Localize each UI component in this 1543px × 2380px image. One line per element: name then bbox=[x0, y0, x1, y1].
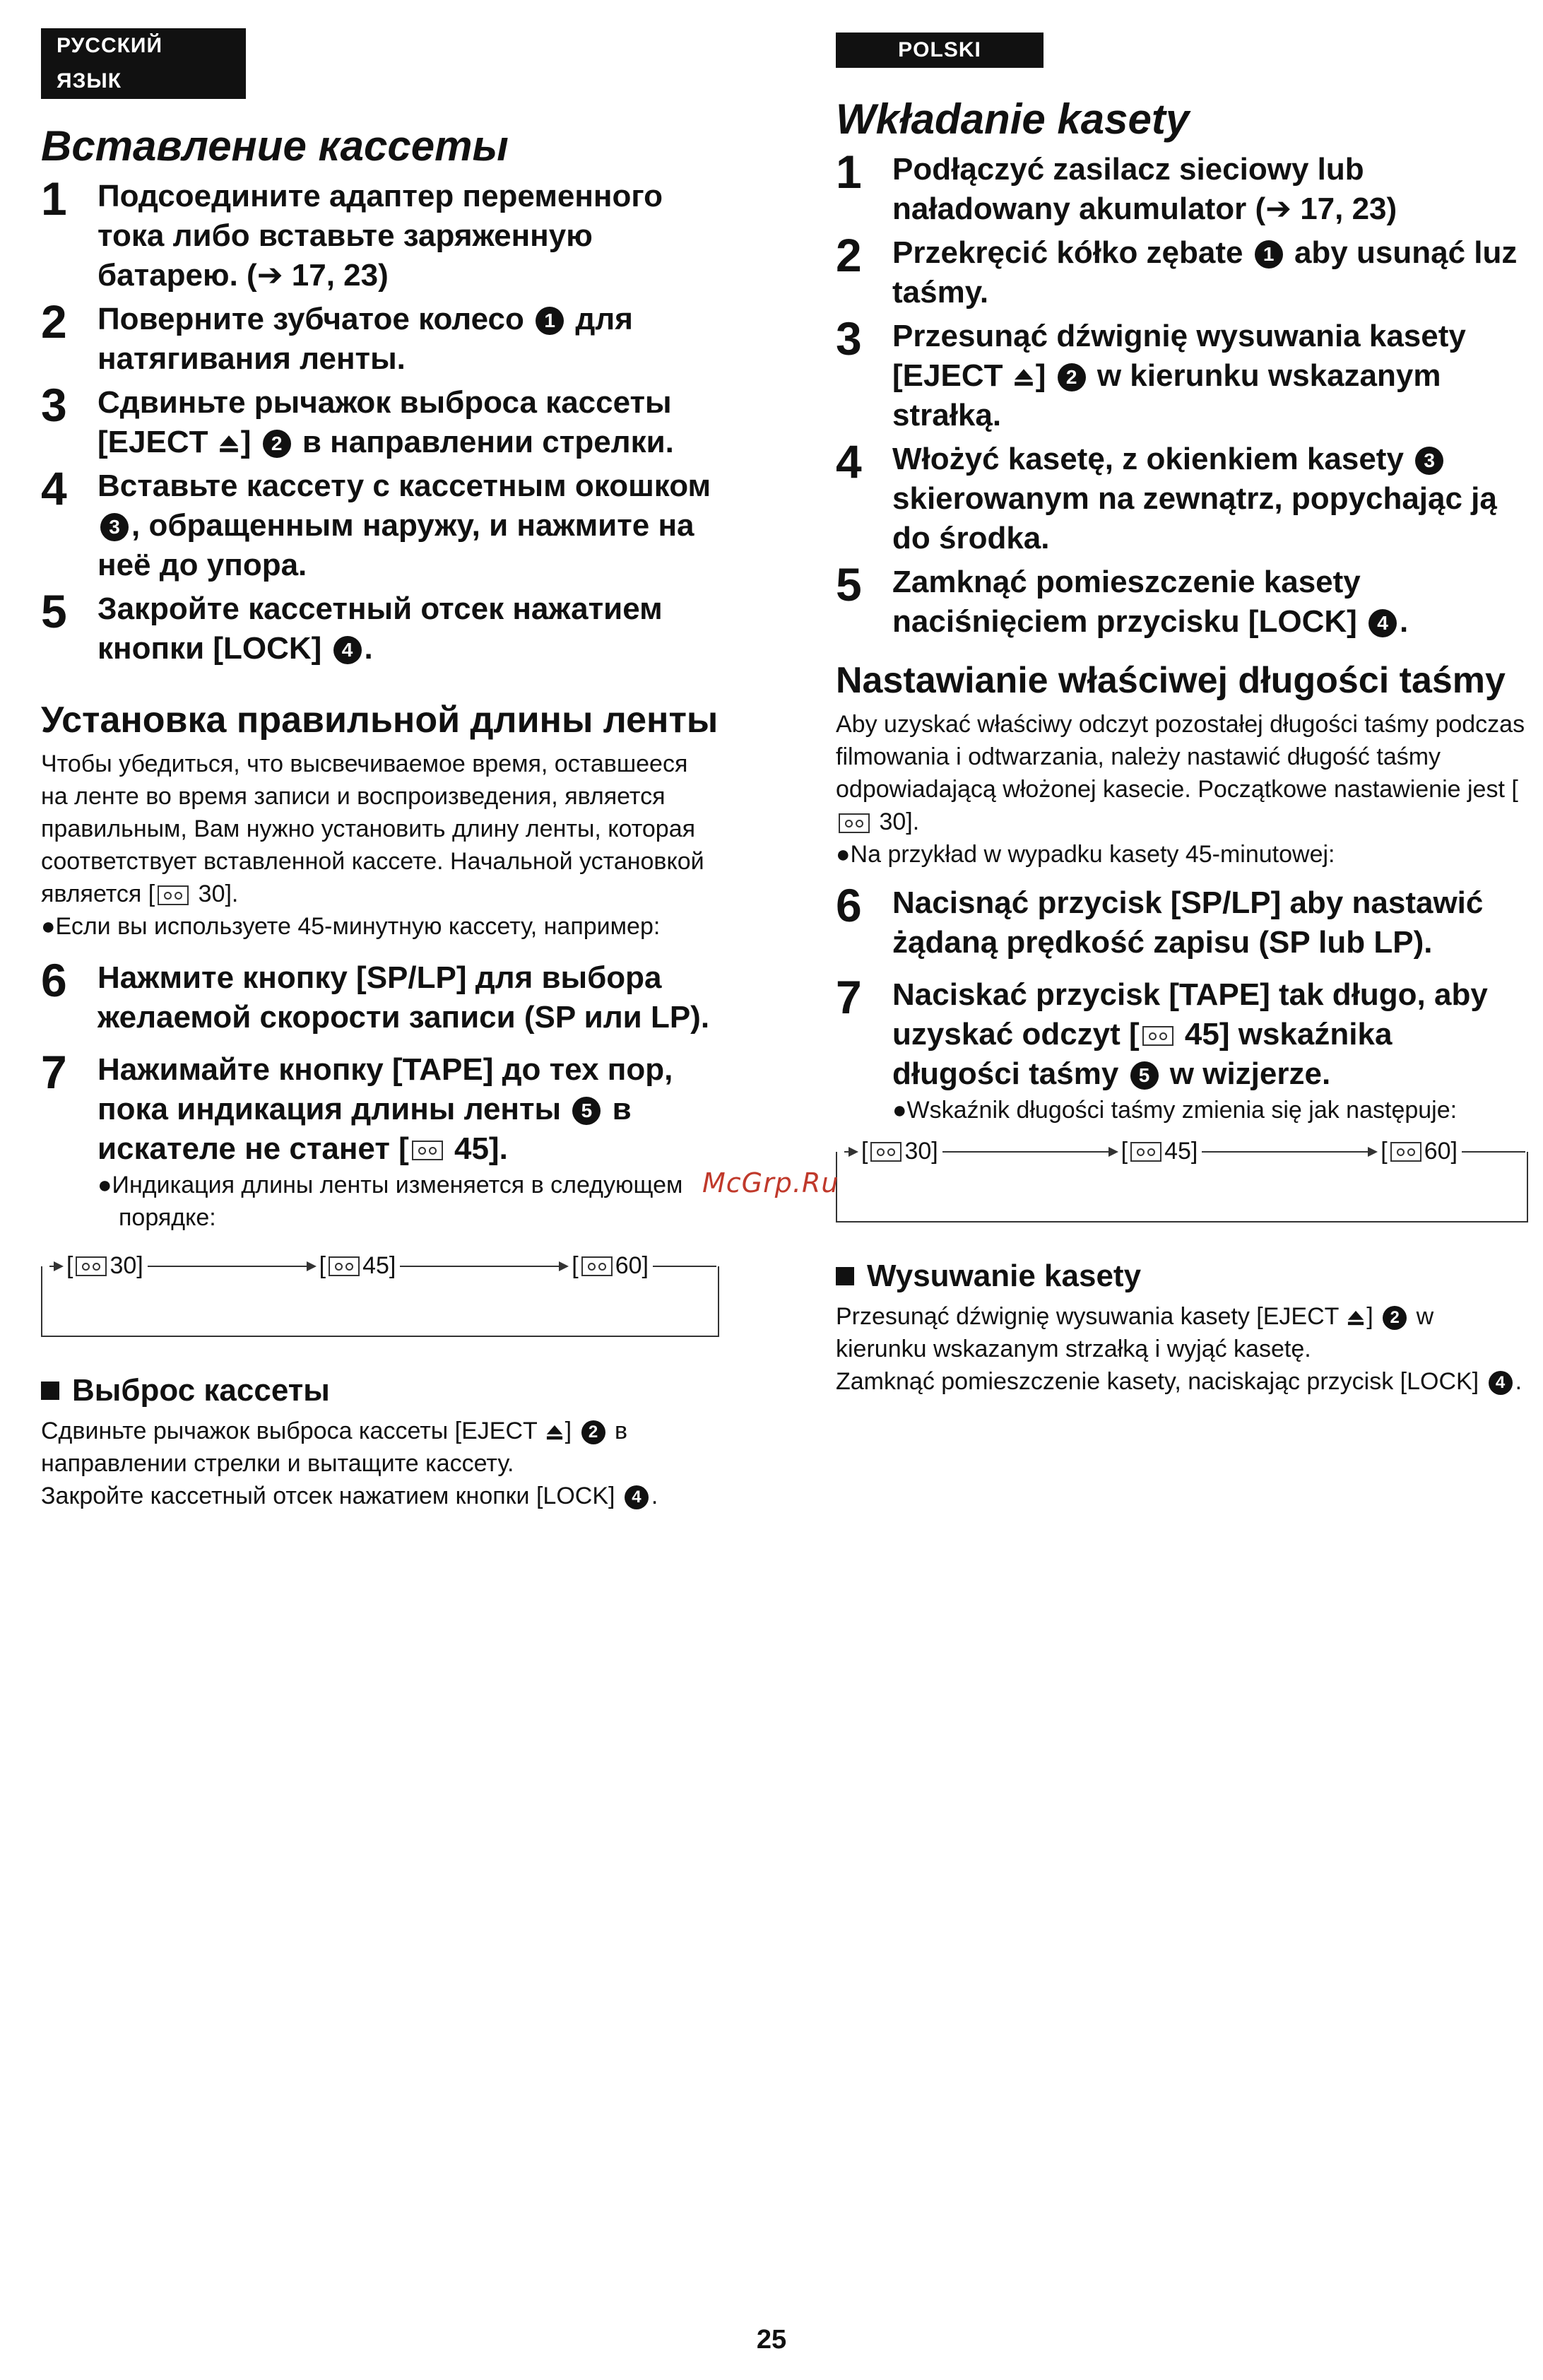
step-text-a: Закройте кассетный отсек нажатием кнопки [LOCK] bbox=[97, 591, 663, 666]
bullet-note: ●Если вы используете 45-минутную кассету, например: bbox=[41, 913, 661, 940]
arrow-line bbox=[49, 1266, 62, 1267]
subsection-title: Установка правильной длины ленты bbox=[41, 700, 719, 741]
sequence-value: 60] bbox=[1424, 1138, 1458, 1165]
callout-marker: 4 bbox=[1489, 1371, 1513, 1395]
arrow-line bbox=[400, 1266, 567, 1267]
step-text: Подсоедините адаптер переменного тока либо вставьте заряженную батарею. (➔ 17, 23) bbox=[97, 179, 663, 293]
callout-marker: 5 bbox=[572, 1097, 601, 1125]
paragraph-text: Aby uzyskać właściwy odczyt pozostałej długości taśmy podczas filmowania i odtwarzania, należy nastawić długość taśmy odpowiadającą włożonej kasecie. Początkowe nastawienie jest [ bbox=[836, 711, 1525, 803]
step-text-a: Naciskać przycisk [TAPE] tak długo, aby uzyskać odczyt [ bbox=[892, 977, 1488, 1051]
return-line bbox=[1462, 1151, 1525, 1153]
step-text bbox=[97, 589, 719, 668]
page-number: 25 bbox=[756, 2325, 787, 2355]
description-paragraph bbox=[836, 708, 1528, 838]
step-text-a: Нажимайте кнопку [TAPE] до тех пор, пока индикация длины ленты bbox=[97, 1052, 673, 1126]
step-note: ●Индикация длины ленты изменяется в следующем порядке: bbox=[97, 1172, 683, 1231]
arrow-line bbox=[942, 1151, 1117, 1153]
bullet-note: ●Na przykład w wypadku kasety 45-minutowej: bbox=[836, 841, 1335, 868]
step-number: 2 bbox=[836, 229, 862, 281]
eject-icon bbox=[218, 434, 240, 454]
eject-text-c: Закройте кассетный отсек нажатием кнопки [LOCK] bbox=[41, 1483, 615, 1509]
step-6 bbox=[836, 879, 1528, 962]
watermark: McGrp.Ru bbox=[702, 1167, 839, 1198]
eject-title-text: Выброс кассеты bbox=[72, 1373, 330, 1408]
language-tag: POLSKI bbox=[836, 33, 1044, 68]
step-number: 6 bbox=[41, 954, 67, 1006]
sequence-value: 30] bbox=[904, 1138, 938, 1165]
step-text: Nacisnąć przycisk [SP/LP] aby nastawić żądaną prędkość zapisu (SP lub LP). bbox=[892, 885, 1484, 960]
sequence-row bbox=[843, 1138, 1527, 1165]
step-text-a: Przekręcić kółko zębate bbox=[892, 235, 1243, 270]
callout-marker: 4 bbox=[1368, 609, 1397, 637]
eject-paragraph-2: Zamknąć pomieszczenie kasety, naciskając przycisk [LOCK] 4 . bbox=[836, 1368, 1523, 1395]
step-text-b: для натягивания ленты. bbox=[97, 302, 633, 376]
sequence-value: 60] bbox=[615, 1252, 649, 1279]
step-2 bbox=[41, 295, 719, 379]
step-text-a: Вставьте кассету с кассетным окошком bbox=[97, 469, 711, 503]
steps-list bbox=[41, 172, 719, 668]
step-text-b: . bbox=[1400, 604, 1409, 639]
subsection-title: Nastawianie właściwej długości taśmy bbox=[836, 660, 1506, 701]
sequence-item: [ 60] bbox=[1378, 1138, 1460, 1165]
step-number: 5 bbox=[41, 585, 67, 637]
eject-text-b: w kierunku wskazanym strzałką i wyjąć kasetę. bbox=[836, 1303, 1434, 1362]
step-7 bbox=[41, 1046, 719, 1234]
eject-icon bbox=[1013, 367, 1034, 387]
step-text bbox=[892, 233, 1528, 312]
sequence-item: [ 45] bbox=[317, 1252, 399, 1280]
eject-paragraph: Сдвиньте рычажок выброса кассеты [EJECT ] 2 в направлении стрелки и вытащите кассету. bbox=[41, 1418, 628, 1477]
callout-marker: 3 bbox=[100, 513, 129, 541]
step-body bbox=[892, 975, 1528, 1126]
paragraph-end: 30]. bbox=[191, 880, 239, 907]
step-body bbox=[97, 1050, 719, 1234]
eject-paragraph: Przesunąć dźwignię wysuwania kasety [EJECT ] 2 w kierunku wskazanym strzałką i wyjąć kasetę. bbox=[836, 1303, 1434, 1362]
step-text-b: aby usunąć luz taśmy. bbox=[892, 235, 1518, 310]
callout-marker: 1 bbox=[536, 307, 564, 335]
step-text-b: . bbox=[364, 631, 373, 666]
eject-icon bbox=[1347, 1309, 1365, 1326]
step-text bbox=[892, 975, 1528, 1094]
step-4 bbox=[41, 462, 719, 585]
step-number: 2 bbox=[41, 295, 67, 348]
eject-paragraph-2: Закройте кассетный отсек нажатием кнопки [LOCK] 4 . bbox=[41, 1483, 658, 1509]
step-number: 6 bbox=[836, 879, 862, 931]
step-2 bbox=[836, 229, 1528, 312]
tape-icon bbox=[1142, 1026, 1173, 1046]
step-text: Сдвиньте рычажок выброса кассеты [EJECT ] 2 в направлении стрелки. bbox=[97, 385, 674, 459]
step-text bbox=[892, 440, 1528, 558]
square-bullet-icon bbox=[41, 1382, 59, 1400]
arrow-line bbox=[844, 1151, 857, 1153]
callout-marker: 5 bbox=[1130, 1061, 1159, 1090]
step-number: 3 bbox=[41, 379, 67, 431]
square-bullet-icon bbox=[836, 1267, 854, 1285]
eject-text-a: Przesunąć dźwignię wysuwania kasety [EJECT bbox=[836, 1303, 1339, 1330]
arrow-line bbox=[1202, 1151, 1376, 1153]
step-text-b: в направлении стрелки. bbox=[302, 425, 674, 459]
tape-length-sequence bbox=[836, 1138, 1528, 1223]
sequence-item: [ 60] bbox=[569, 1252, 651, 1280]
callout-marker: 2 bbox=[581, 1420, 605, 1444]
callout-marker: 4 bbox=[625, 1485, 649, 1509]
tape-icon bbox=[329, 1256, 360, 1276]
tape-icon bbox=[1130, 1142, 1161, 1162]
eject-text-c: Zamknąć pomieszczenie kasety, naciskając przycisk [LOCK] bbox=[836, 1368, 1479, 1395]
step-text-b: , обращенным наружу, и нажмите на неё до упора. bbox=[97, 508, 694, 582]
step-number: 7 bbox=[836, 971, 862, 1023]
step-text: Нажмите кнопку [SP/LP] для выбора желаемой скорости записи (SP или LP). bbox=[97, 960, 710, 1035]
paragraph-end: 30]. bbox=[873, 808, 920, 835]
eject-text-a: Сдвиньте рычажок выброса кассеты [EJECT bbox=[41, 1418, 538, 1444]
step-text-a: Przesunąć dźwignię wysuwania kasety [EJECT bbox=[892, 319, 1466, 393]
polish-column bbox=[836, 0, 1528, 1398]
sequence-row bbox=[48, 1252, 718, 1280]
callout-marker: 1 bbox=[1255, 240, 1283, 269]
step-1 bbox=[836, 146, 1528, 229]
steps-list bbox=[836, 146, 1528, 642]
step-text bbox=[97, 300, 719, 379]
eject-text-b: в направлении стрелки и вытащите кассету. bbox=[41, 1418, 628, 1477]
step-text-a: Włożyć kasetę, z okienkiem kasety bbox=[892, 442, 1404, 476]
step-number: 1 bbox=[41, 172, 67, 225]
tape-icon bbox=[1390, 1142, 1421, 1162]
callout-marker: 2 bbox=[1058, 363, 1086, 391]
callout-marker: 2 bbox=[263, 430, 291, 458]
arrow-line bbox=[148, 1266, 315, 1267]
eject-section-title bbox=[41, 1371, 719, 1410]
eject-title-text: Wysuwanie kasety bbox=[867, 1259, 1142, 1293]
sequence-item: [ 45] bbox=[1118, 1138, 1201, 1165]
step-number: 4 bbox=[41, 462, 67, 514]
step-3 bbox=[41, 379, 719, 462]
callout-marker: 3 bbox=[1415, 447, 1443, 475]
step-note: ●Wskaźnik długości taśmy zmienia się jak następuje: bbox=[892, 1097, 1458, 1124]
step-text-b: skierowanym na zewnątrz, popychając ją do środka. bbox=[892, 481, 1497, 555]
step-number: 7 bbox=[41, 1046, 67, 1098]
step-text-a: Сдвиньте рычажок выброса кассеты [EJECT bbox=[97, 385, 672, 459]
tape-icon bbox=[839, 813, 870, 833]
step-text bbox=[892, 562, 1528, 642]
paragraph-text: Чтобы убедиться, что высвечиваемое время, оставшееся на ленте во время записи и воспроизведения, является правильным, Вам нужно установить длину ленты, которая соответствует вставленной кассете. Начальной установкой является [ bbox=[41, 750, 704, 907]
sequence-value: 45] bbox=[1164, 1138, 1198, 1165]
step-number: 3 bbox=[836, 312, 862, 365]
step-text-b: в искателе не станет [ bbox=[97, 1092, 632, 1166]
sequence-value: 30] bbox=[110, 1252, 143, 1279]
step-text-a: Zamknąć pomieszczenie kasety naciśnięciem przycisku [LOCK] bbox=[892, 565, 1361, 639]
step-4 bbox=[836, 435, 1528, 558]
callout-marker: 2 bbox=[1383, 1306, 1407, 1330]
section-title: Вставление кассеты bbox=[41, 122, 509, 170]
tape-icon bbox=[581, 1256, 613, 1276]
step-number: 4 bbox=[836, 435, 862, 488]
step-text bbox=[97, 466, 719, 585]
language-tag: РУССКИЙ ЯЗЫК bbox=[41, 28, 246, 99]
tape-icon bbox=[412, 1141, 443, 1160]
step-number: 5 bbox=[836, 558, 862, 611]
step-text bbox=[97, 1050, 719, 1169]
tape-icon bbox=[158, 885, 189, 905]
return-line bbox=[653, 1266, 716, 1267]
sequence-item: [ 30] bbox=[858, 1138, 941, 1165]
russian-column bbox=[41, 0, 719, 1512]
step-3 bbox=[836, 312, 1528, 435]
step-text-c: 45] wskaźnika długości taśmy bbox=[892, 1017, 1393, 1091]
description-paragraph bbox=[41, 748, 719, 910]
eject-icon bbox=[545, 1424, 564, 1441]
callout-marker: 4 bbox=[333, 636, 362, 664]
tape-icon bbox=[76, 1256, 107, 1276]
sequence-item: [ 30] bbox=[64, 1252, 146, 1280]
step-6 bbox=[41, 954, 719, 1037]
tape-icon bbox=[870, 1142, 901, 1162]
tape-length-sequence bbox=[41, 1252, 719, 1337]
step-7 bbox=[836, 971, 1528, 1126]
step-text-c: 45]. bbox=[445, 1131, 508, 1166]
section-title: Wkładanie kasety bbox=[836, 95, 1190, 143]
step-text-a: Поверните зубчатое колесо bbox=[97, 302, 524, 336]
eject-section-title bbox=[836, 1256, 1528, 1296]
step-5 bbox=[836, 558, 1528, 642]
step-number: 1 bbox=[836, 146, 862, 198]
step-text-b: w wizjerze. bbox=[1169, 1056, 1331, 1091]
step-1 bbox=[41, 172, 719, 295]
step-5 bbox=[41, 585, 719, 668]
sequence-value: 45] bbox=[362, 1252, 396, 1279]
step-text: Podłączyć zasilacz sieciowy lub naładowany akumulator (➔ 17, 23) bbox=[892, 152, 1397, 226]
step-text: Przesunąć dźwignię wysuwania kasety [EJECT ] 2 w kierunku wskazanym strałką. bbox=[892, 319, 1466, 432]
step-text-b: w kierunku wskazanym strałką. bbox=[892, 358, 1441, 432]
